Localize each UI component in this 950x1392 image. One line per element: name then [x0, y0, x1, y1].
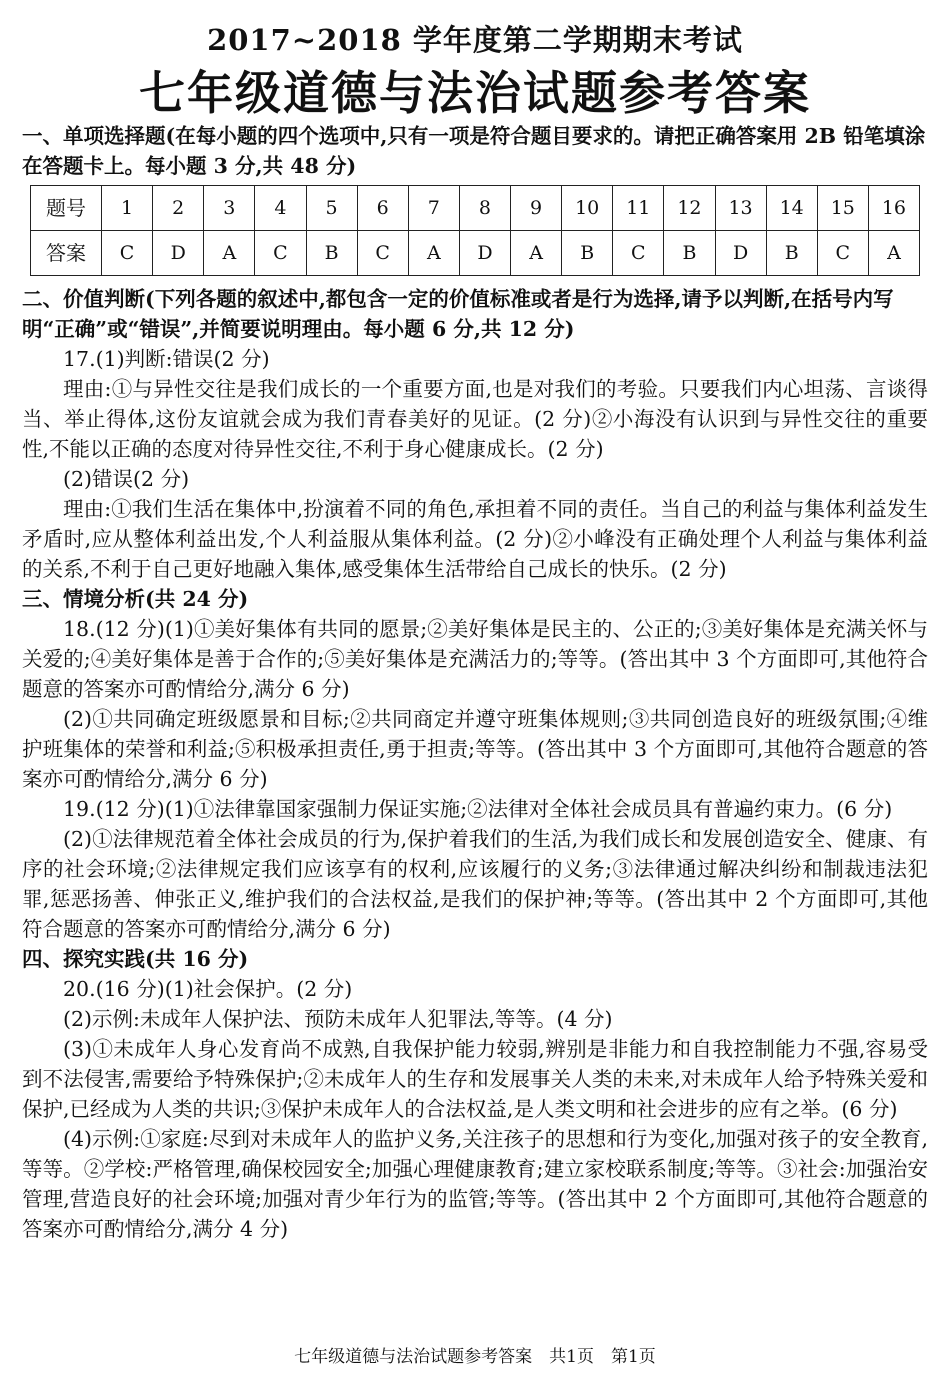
answer-cell: C	[255, 231, 306, 276]
question-number-cell: 10	[562, 186, 613, 231]
section-3-paragraph: 19.(12 分)(1)①法律靠国家强制力保证实施;②法律对全体社会成员具有普遍约束力。(6 分)	[63, 797, 893, 821]
section-2-paragraph: 理由:①与异性交往是我们成长的一个重要方面,也是对我们的考验。只要我们内心坦荡、言谈得当、举止得体,这份友谊就会成为我们青春美好的见证。(2 分)②小海没有认识到与异性交往的重要性,不能以正确的态度对待异性交往,不利于身心健康成长。(2 分)	[22, 377, 928, 461]
answer-table	[30, 185, 920, 276]
question-number-cell: 14	[766, 186, 817, 231]
document-title: 七年级道德与法治试题参考答案	[139, 66, 811, 120]
section-2-body	[22, 344, 928, 584]
answer-row	[31, 231, 920, 276]
content-body	[22, 121, 928, 1244]
answer-label: 答案	[31, 231, 102, 276]
answer-cell: B	[664, 231, 715, 276]
exam-subtitle: 2017~2018 学年度第二学期期末考试	[207, 23, 743, 57]
section-4-paragraph: (3)①未成年人身心发育尚不成熟,自我保护能力较弱,辨别是非能力和自我控制能力不强,容易受到不法侵害,需要给予特殊保护;②未成年人的生存和发展事关人类的未来,对未成年人给予特殊关爱和保护,已经成为人类的共识;③保护未成年人的合法权益,是人类文明和社会进步的应有之举。(6 分)	[22, 1037, 928, 1121]
question-number-cell: 7	[408, 186, 459, 231]
answer-cell: C	[357, 231, 408, 276]
section-3-paragraph: (2)①法律规范着全体社会成员的行为,保护着我们的生活,为我们成长和发展创造安全、健康、有序的社会环境;②法律规定我们应该享有的权利,应该履行的义务;③法律通过解决纠纷和制裁违法犯罪,惩恶扬善、伸张正义,维护我们的合法权益,是我们的保护神;等等。(答出其中 2 个方面即可,其他符合题意的答案亦可酌情给分,满分 6 分)	[22, 827, 928, 941]
section-3-paragraph: 18.(12 分)(1)①美好集体有共同的愿景;②美好集体是民主的、公正的;③美好集体是充满关怀与关爱的;④美好集体是善于合作的;⑤美好集体是充满活力的;等等。(答出其中 3 个方面即可,其他符合题意的答案亦可酌情给分,满分 6 分)	[22, 617, 928, 701]
section-2-heading: 二、价值判断(下列各题的叙述中,都包含一定的价值标准或者是行为选择,请予以判断,在括号内写明“正确”或“错误”,并简要说明理由。每小题 6 分,共 12 分)	[22, 287, 894, 341]
answer-cell: A	[408, 231, 459, 276]
question-number-cell: 1	[102, 186, 153, 231]
page-footer: 七年级道德与法治试题参考答案 共1页 第1页	[294, 1347, 656, 1367]
answer-cell: D	[715, 231, 766, 276]
answer-cell: A	[868, 231, 919, 276]
question-number-cell: 11	[613, 186, 664, 231]
section-1-heading: 一、单项选择题(在每小题的四个选项中,只有一项是符合题目要求的。请把正确答案用 2B 铅笔填涂在答题卡上。每小题 3 分,共 48 分)	[22, 124, 926, 178]
question-number-cell: 13	[715, 186, 766, 231]
section-3-paragraph: (2)①共同确定班级愿景和目标;②共同商定并遵守班集体规则;③共同创造良好的班级氛围;④维护班集体的荣誉和利益;⑤积极承担责任,勇于担责;等等。(答出其中 3 个方面即可,其他符合题意的答案亦可酌情给分,满分 6 分)	[22, 707, 928, 791]
answer-cell: C	[102, 231, 153, 276]
section-2-paragraph: 理由:①我们生活在集体中,扮演着不同的角色,承担着不同的责任。当自己的利益与集体利益发生矛盾时,应从整体利益出发,个人利益服从集体利益。(2 分)②小峰没有正确处理个人利益与集体利益的关系,不利于自己更好地融入集体,感受集体生活带给自己成长的快乐。(2 分)	[22, 497, 928, 581]
question-number-label: 题号	[31, 186, 102, 231]
section-3-body	[22, 614, 928, 944]
question-number-cell: 6	[357, 186, 408, 231]
section-2-paragraph: 17.(1)判断:错误(2 分)	[63, 347, 270, 371]
section-4-body	[22, 974, 928, 1244]
question-number-cell: 2	[153, 186, 204, 231]
question-number-cell: 16	[868, 186, 919, 231]
question-number-cell: 9	[511, 186, 562, 231]
answer-cell: A	[204, 231, 255, 276]
answer-cell: A	[511, 231, 562, 276]
answer-cell: B	[306, 231, 357, 276]
question-number-row	[31, 186, 920, 231]
question-number-cell: 5	[306, 186, 357, 231]
section-3-heading: 三、情境分析(共 24 分)	[22, 587, 249, 611]
section-4-paragraph: (2)示例:未成年人保护法、预防未成年人犯罪法,等等。(4 分)	[63, 1007, 613, 1031]
answer-cell: C	[613, 231, 664, 276]
answer-cell: C	[817, 231, 868, 276]
answer-cell: B	[562, 231, 613, 276]
question-number-cell: 4	[255, 186, 306, 231]
section-4-heading: 四、探究实践(共 16 分)	[22, 947, 249, 971]
question-number-cell: 15	[817, 186, 868, 231]
section-4-paragraph: (4)示例:①家庭:尽到对未成年人的监护义务,关注孩子的思想和行为变化,加强对孩子的安全教育,等等。②学校:严格管理,确保校园安全;加强心理健康教育;建立家校联系制度;等等。③社会:加强治安管理,营造良好的社会环境;加强对青少年行为的监管;等等。(答出其中 2 个方面即可,其他符合题意的答案亦可酌情给分,满分 4 分)	[22, 1127, 928, 1241]
answer-cell: D	[459, 231, 510, 276]
answer-cell: D	[153, 231, 204, 276]
question-number-cell: 12	[664, 186, 715, 231]
answer-cell: B	[766, 231, 817, 276]
section-2-paragraph: (2)错误(2 分)	[63, 467, 190, 491]
section-4-paragraph: 20.(16 分)(1)社会保护。(2 分)	[63, 977, 353, 1001]
question-number-cell: 8	[459, 186, 510, 231]
question-number-cell: 3	[204, 186, 255, 231]
